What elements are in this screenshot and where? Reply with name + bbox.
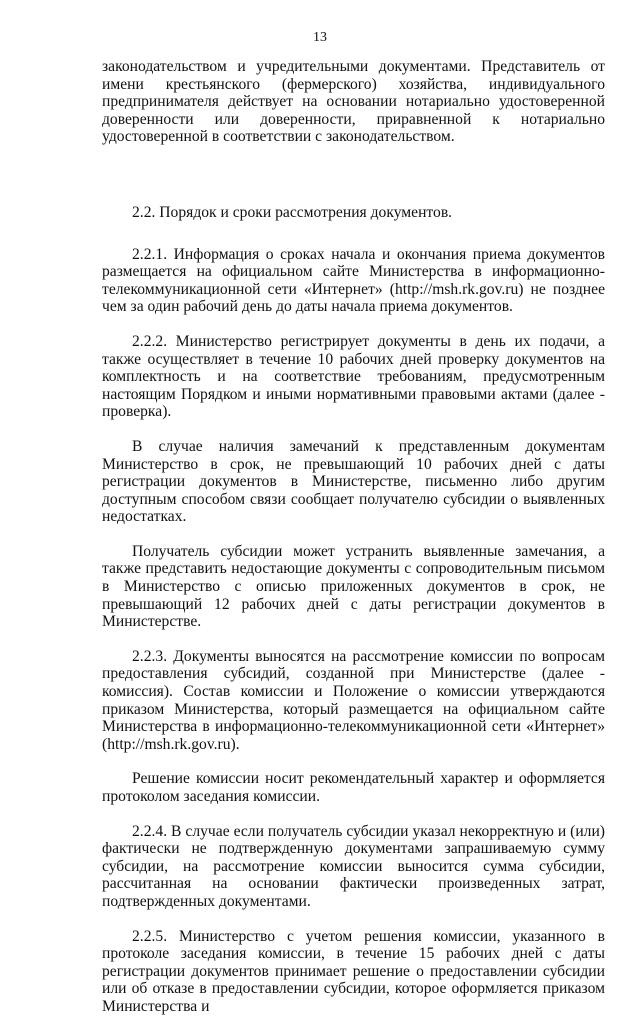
paragraph-2-2-1: 2.2.1. Информация о сроках начала и окончания приема документов размещается на официальном сайте Министерства в информационно-телекоммуникационной сети «Интернет» (http://msh.rk.gov.ru) не позднее чем за один рабочий день до даты начала приема документов. (102, 245, 605, 316)
paragraph-recipient-corrections: Получатель субсидии может устранить выявленные замечания, а также представить недостающие документы с сопроводительным письмом в Министерство с описью приложенных документов в срок, не превышающий 12 рабочих дней с даты регистрации документов в Министерстве. (102, 542, 605, 631)
paragraph-2-2-5: 2.2.5. Министерство с учетом решения комиссии, указанного в протоколе заседания комиссии, в течение 15 рабочих дней с даты регистрации документов принимает решение о предоставлении субсидии или об отказе в предоставлении субсидии, которое оформляется приказом Министерства и (102, 927, 605, 1015)
paragraph-commission-decision: Решение комиссии носит рекомендательный характер и оформляется протоколом заседания комиссии. (102, 770, 605, 805)
page-number: 13 (313, 30, 327, 45)
section-heading-2-2: 2.2. Порядок и сроки рассмотрения документов. (132, 203, 453, 221)
document-body (102, 58, 605, 1016)
paragraph-2-2-3: 2.2.3. Документы выносятся на рассмотрение комиссии по вопросам предоставления субсидий, созданной при Министерстве (далее - комиссия). Состав комиссии и Положение о комиссии утверждаются приказом Министерства, который размещается на официальном сайте Министерства в информационно-телекоммуникационной сети «Интернет» (http://msh.rk.gov.ru). (102, 647, 605, 753)
paragraph-remarks: В случае наличия замечаний к представленным документам Министерство в срок, не превышающий 10 рабочих дней с даты регистрации документов в Министерстве, письменно либо другим доступным способом связи сообщает получателю субсидии о выявленных недостатках. (102, 437, 605, 526)
paragraph-continuation: законодательством и учредительными документами. Представитель от имени крестьянского (фермерского) хозяйства, индивидуального предпринимателя действует на основании нотариально удостоверенной доверенности или доверенности, приравненной к нотариально удостоверенной в соответствии с законодательством. (102, 58, 605, 146)
paragraph-2-2-4: 2.2.4. В случае если получатель субсидии указал некорректную и (или) фактически не подтвержденную документами запрашиваемую сумму субсидии, на рассмотрение комиссии выносится сумма субсидии, рассчитанная на основании фактически произведенных затрат, подтвержденных документами. (102, 822, 605, 910)
paragraph-2-2-2: 2.2.2. Министерство регистрирует документы в день их подачи, а также осуществляет в течение 10 рабочих дней проверку документов на комплектность и на соответствие требованиям, предусмотренным настоящим Порядком и иными нормативными правовыми актами (далее - проверка). (102, 332, 605, 421)
